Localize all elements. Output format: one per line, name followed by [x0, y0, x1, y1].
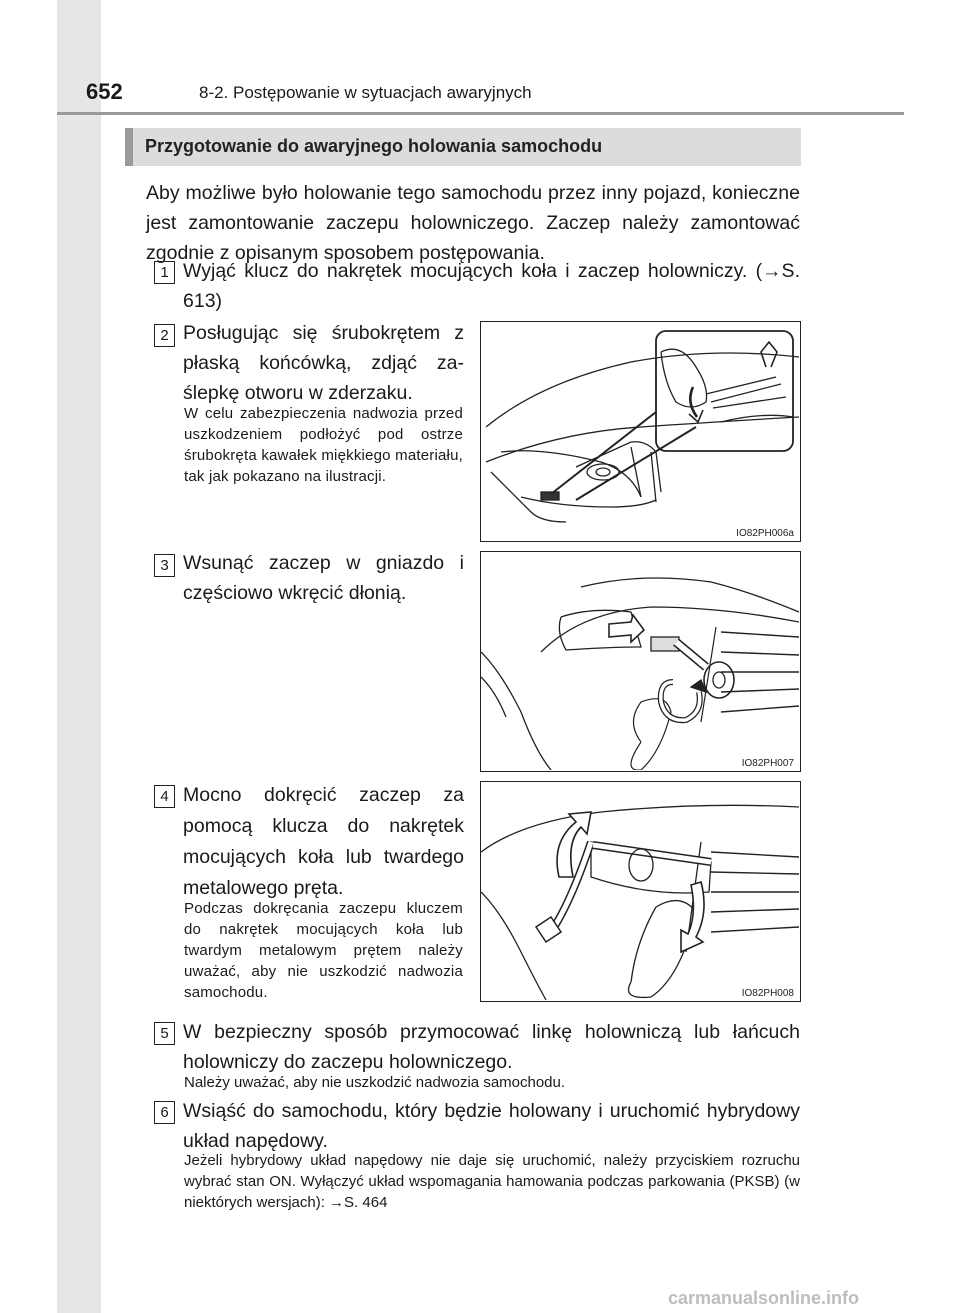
page-number: 652 — [86, 79, 123, 104]
intro-paragraph: Aby możliwe było holowanie tego samochodu przez inny pojazd, konieczne jest zamontowanie zaczepu holowniczego. Zaczep należy zamontować zgodnie z opisanym sposobem postępowania. — [146, 182, 800, 264]
step-text-1: Wyjąć klucz do nakrętek mocujących koła i zaczep holowniczy. (→S. 613) — [183, 260, 800, 312]
step-note-4: Podczas dokręcania zaczepu kluczem do nakrętek mocujących koła lub twardym metalowym prętem należy uważać, aby nie uszkodzić nadwozia samochodu. — [184, 900, 463, 1001]
step-text-5: W bezpieczny sposób przymocować linkę holowniczą lub łańcuch holowniczy do zaczepu holowniczego. — [183, 1021, 800, 1073]
step-text-4: Mocno dokręcić zaczep za pomocą klucza do nakrętek mocujących koła lub twardego metalowego pręta. — [183, 784, 464, 899]
step-number-2: 2 — [154, 324, 175, 347]
step-text-3: Wsunąć zaczep w gniazdo i częściowo wkręcić dłonią. — [183, 552, 464, 604]
step-number-4: 4 — [154, 785, 175, 808]
section-title: Przygotowanie do awaryjnego holowania samochodu — [145, 136, 603, 156]
figure-code: IO82PH008 — [741, 988, 794, 999]
step-note-2: W celu zabezpieczenia nadwozia przed uszkodzeniem podłożyć pod ostrze śrubokręta kawałek miękkiego materiału, tak jak pokazano na ilustracji. — [184, 405, 463, 485]
step-number-5: 5 — [154, 1022, 175, 1045]
step-text-6: Wsiąść do samochodu, który będzie holowany i uruchomić hybrydowy układ napędowy. — [183, 1100, 800, 1152]
section-heading-bar — [125, 128, 801, 166]
step-note-6: Jeżeli hybrydowy układ napędowy nie daje się uruchomić, należy przyciskiem rozruchu wybrać stan ON. Wyłączyć układ wspomagania hamowania podczas parkowania (PKSB) (w niektórych wersjach): →S. 464 — [184, 1152, 800, 1211]
step-text-2: Posługując się śrubokrętem z płaską końcówką, zdjąć zaślepkę otworu w zderzaku. — [183, 322, 464, 404]
figure-code: IO82PH007 — [741, 758, 794, 769]
figure-tighten-hook — [480, 781, 801, 1002]
figure-remove-cover — [480, 321, 801, 542]
step-number-6: 6 — [154, 1101, 175, 1124]
figure-code: IO82PH006a — [736, 528, 794, 539]
step-note-5: Należy uważać, aby nie uszkodzić nadwozia samochodu. — [184, 1074, 566, 1091]
watermark: carmanualsonline.info — [668, 1288, 860, 1308]
chapter-title: 8-2. Postępowanie w sytuacjach awaryjnych — [199, 83, 532, 102]
header-rule — [57, 112, 904, 115]
step-number-1: 1 — [154, 261, 175, 284]
figure-insert-hook — [480, 551, 801, 772]
left-margin-band — [57, 0, 101, 1313]
step-number-3: 3 — [154, 554, 175, 577]
